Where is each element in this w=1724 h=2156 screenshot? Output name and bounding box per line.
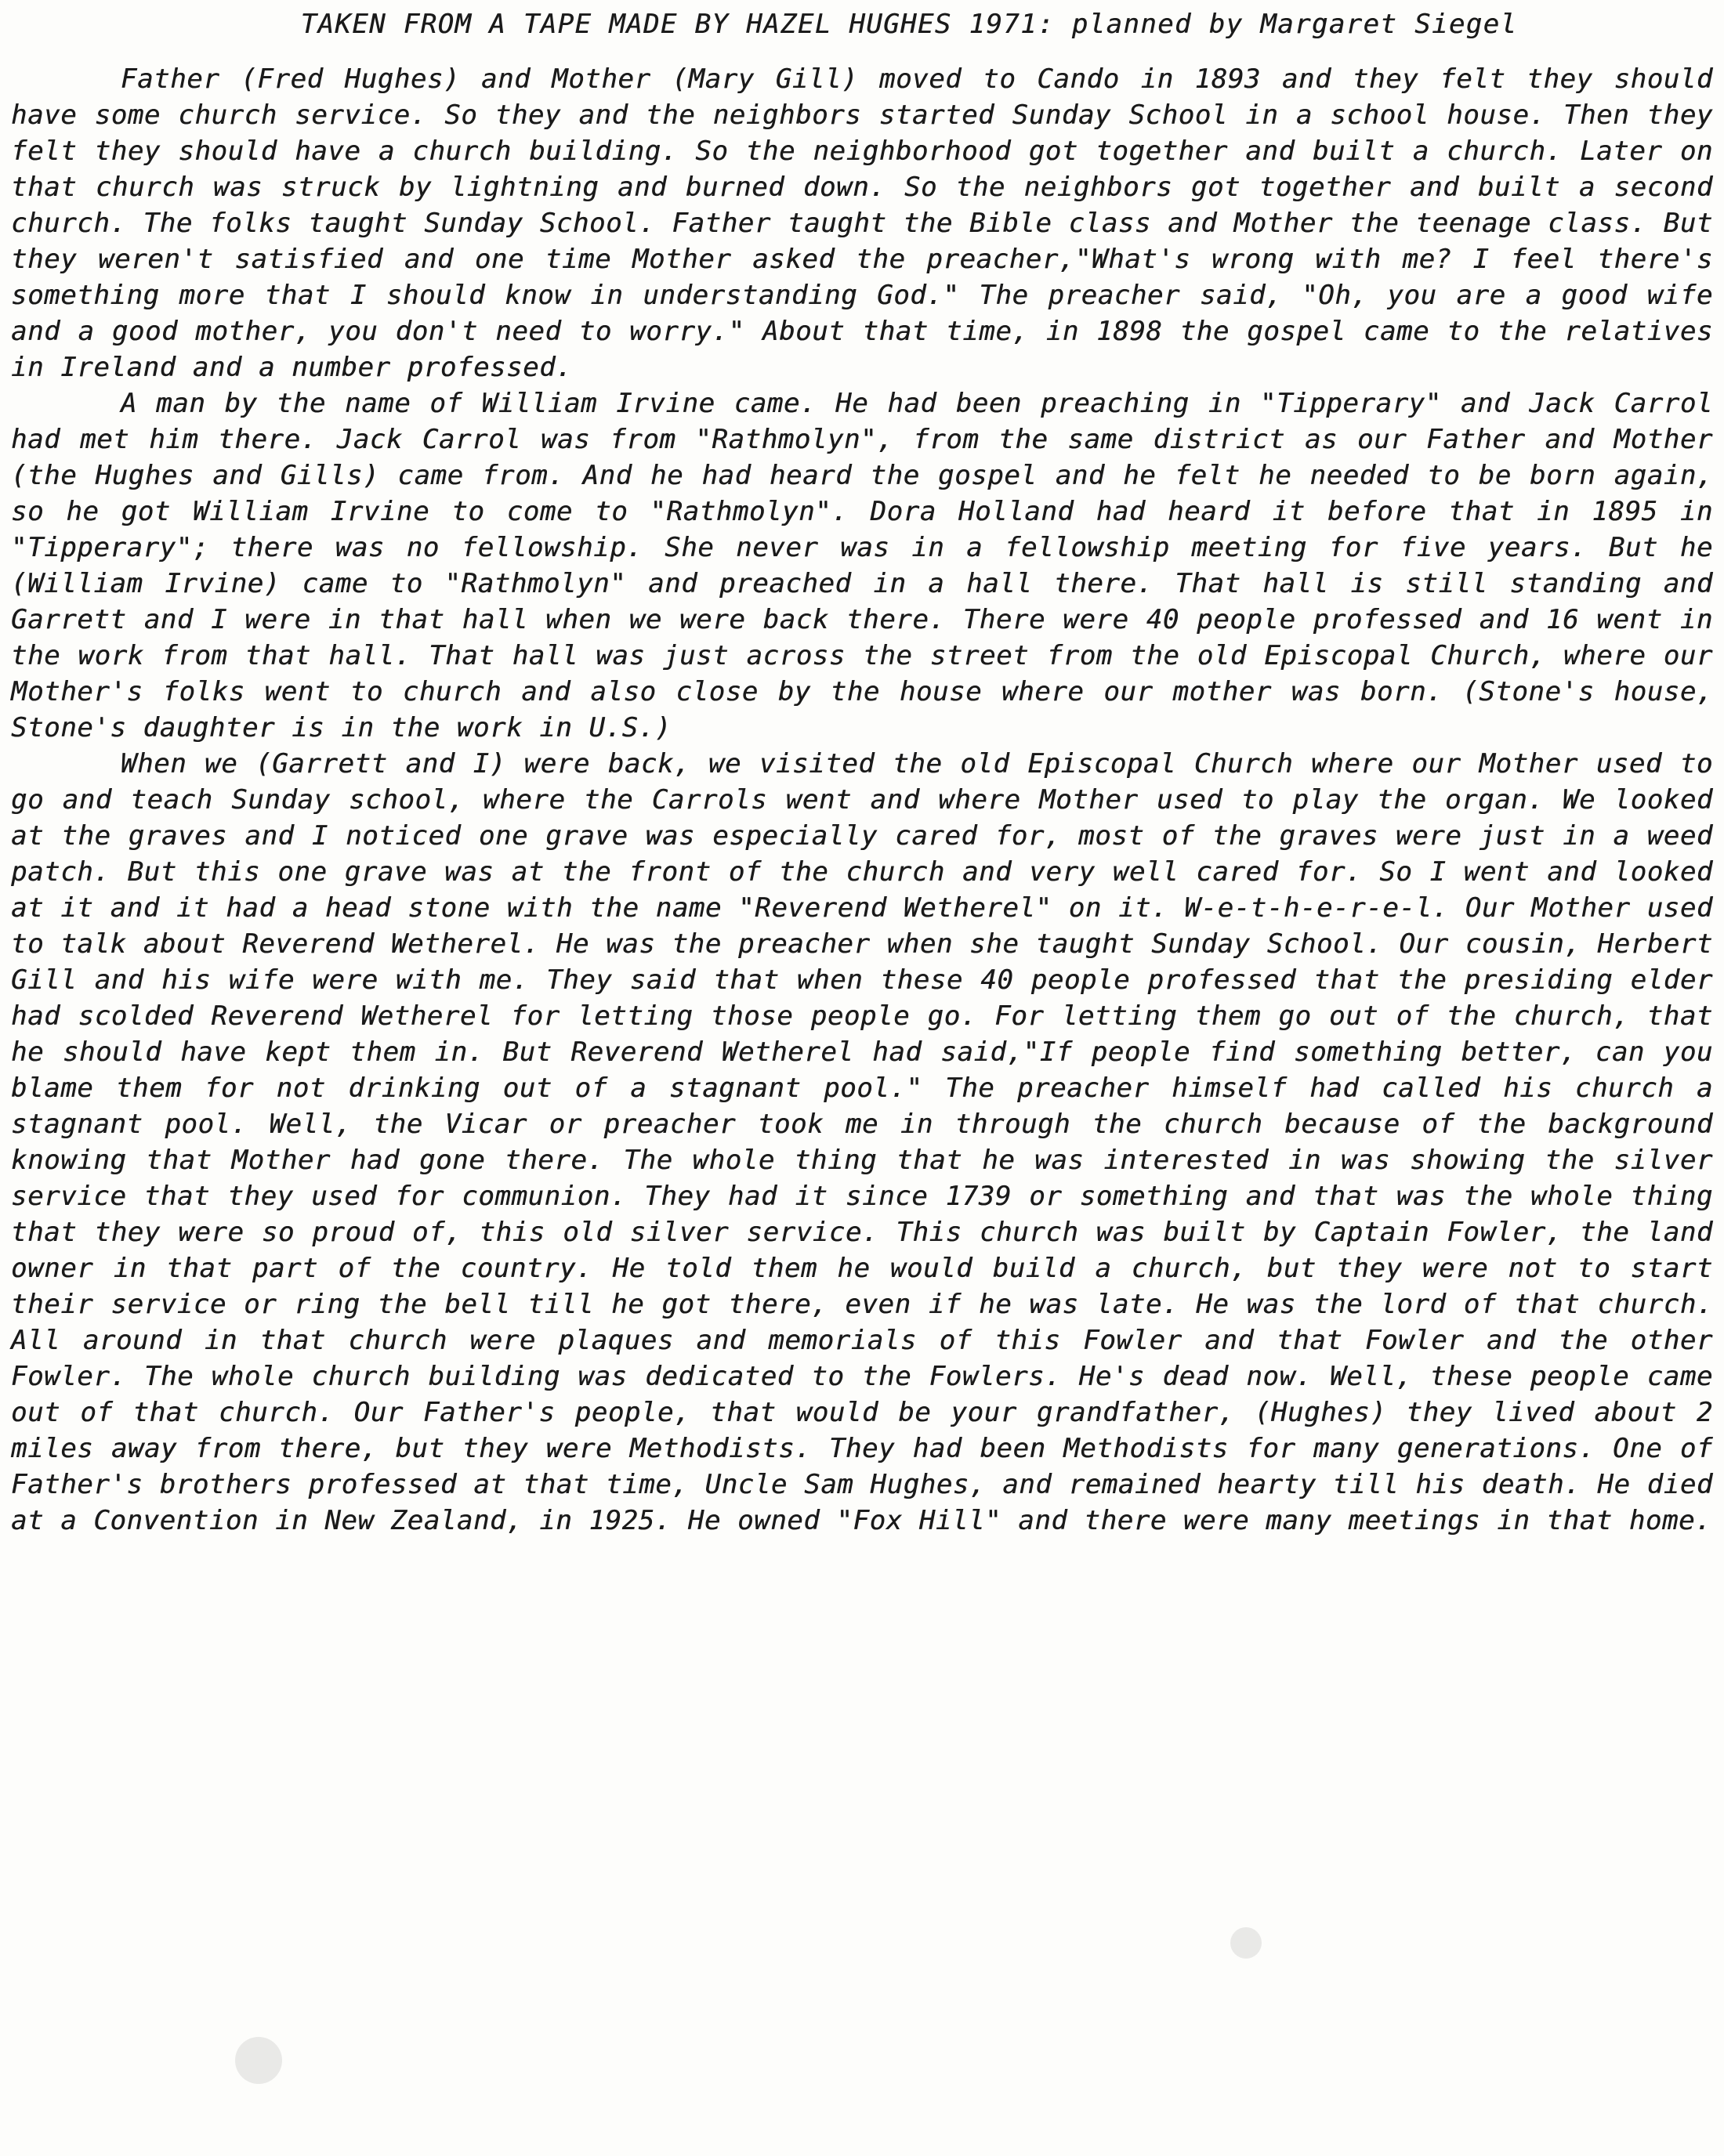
paragraph-william-irvine: A man by the name of William Irvine came. He had been preaching in "Tipperary" and Jack Carrol had met him there. Jack Carrol was from "Rathmolyn", from the same district as our Father and Mother (the Hughes and Gills) came from. And he had heard the gospel and he felt he needed to be born again, so he got William Irvine to come to "Rathmolyn". Dora Holland had heard it before that in 1895 in "Tipperary"; there was no fellowship. She never was in a fellowship meeting for five years. But he (William Irvine) came to "Rathmolyn" and preached in a hall there. That hall is still standing and Garrett and I were in that hall when we were back there. There were 40 people professed and 16 went in the work from that hall. That hall was just across the street from the old Episcopal Church, where our Mother's folks went to church and also close by the house where our mother was born. (Stone's house, Stone's daughter is in the work in U.S.) (11, 388, 1713, 743)
document-title: TAKEN FROM A TAPE MADE BY HAZEL HUGHES 1971: planned by Margaret Siegel (300, 9, 1518, 40)
typed-document (11, 6, 1713, 1539)
scan-speck (1230, 1927, 1262, 1959)
scan-speck (235, 2037, 282, 2084)
paragraph-cando-church: Father (Fred Hughes) and Mother (Mary Gill) moved to Cando in 1893 and they felt they should have some church service. So they and the neighbors started Sunday School in a school house. Then they felt they should have a church building. So the neighborhood got together and built a church. Later on that church was struck by lightning and burned down. So the neighbors got together and built a second church. The folks taught Sunday School. Father taught the Bible class and Mother the teenage class. But they weren't satisfied and one time Mother asked the preacher,"What's wrong with me? I feel there's something more that I should know in understanding God." The preacher said, "Oh, you are a good wife and a good mother, you don't need to worry." About that time, in 1898 the gospel came to the relatives in Ireland and a number professed. (11, 63, 1713, 383)
paragraph-episcopal-church: When we (Garrett and I) were back, we visited the old Episcopal Church where our Mother used to go and teach Sunday school, where the Carrols went and where Mother used to play the organ. We looked at the graves and I noticed one grave was especially cared for, most of the graves were just in a weed patch. But this one grave was at the front of the church and very well cared for. So I went and looked at it and it had a head stone with the name "Reverend Wetherel" on it. W-e-t-h-e-r-e-l. Our Mother used to talk about Reverend Wetherel. He was the preacher when she taught Sunday School. Our cousin, Herbert Gill and his wife were with me. They said that when these 40 people professed that the presiding elder had scolded Reverend Wetherel for letting those people go. For letting them go out of the church, that he should have kept them in. But Reverend Wetherel had said,"If people find something better, can you blame them for not drinking out of a stagnant pool." The preacher himself had called his church a stagnant pool. Well, the Vicar or preacher took me in through the church because of the background knowing that Mother had gone there. The whole thing that he was interested in was showing the silver service that they used for communion. They had it since 1739 or something and that was the whole thing that they were so proud of, this old silver service. This church was built by Captain Fowler, the land owner in that part of the country. He told them he would build a church, but they were not to start their service or ring the bell till he got there, even if he was late. He was the lord of that church. All around in that church were plaques and memorials of this Fowler and that Fowler and the other Fowler. The whole church building was dedicated to the Fowlers. He's dead now. Well, these people came out of that church. Our Father's people, that would be your grandfather, (Hughes) they lived about 2 miles away from there, but they were Methodists. They had been Methodists for many generations. One of Father's brothers professed at that time, Uncle Sam Hughes, and remained hearty till his death. He died at a Convention in New Zealand, in 1925. He owned "Fox Hill" and there were many meetings in that home. (11, 748, 1713, 1536)
